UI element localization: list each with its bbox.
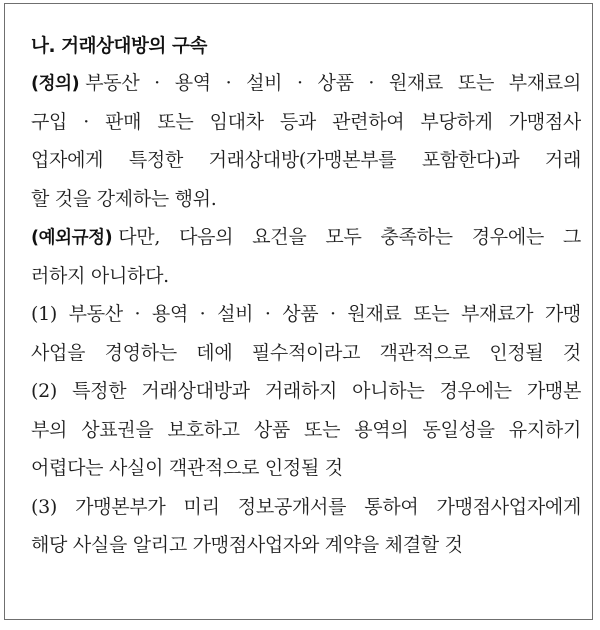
exception-line-1 [31, 218, 581, 257]
document-box [4, 3, 593, 620]
item-3-line-2: 해당 사실을 알리고 가맹점사업자와 계약을 체결할 것 [31, 534, 463, 556]
exception-line-2: 러하지 아니하다. [31, 264, 169, 287]
definition-line-3: 업자에게 특정한 거래상대방(가맹본부를 포함한다)과 거래 [31, 149, 581, 171]
item-3-line-1: (3) 가맹본부가 미리 정보공개서를 통하여 가맹점사업자에게 [31, 495, 581, 518]
definition-text-1: 부동산 · 용역 · 설비 · 상품 · 원재료 또는 부재료의 [85, 72, 581, 94]
definition-label: (정의) [31, 74, 80, 94]
item-1-line-1: (1) 부동산 · 용역 · 설비 · 상품 · 원재료 또는 부재료가 가맹 [31, 303, 581, 325]
section-title: 나. 거래상대방의 구속 [31, 36, 207, 57]
definition-line-2: 구입 · 판매 또는 임대차 등과 관련하여 부당하게 가맹점사 [31, 110, 581, 133]
definition-line-4: 할 것을 강제하는 행위. [31, 187, 217, 210]
definition-line-1 [31, 64, 581, 103]
item-1-line-2: 사업을 경영하는 데에 필수적이라고 객관적으로 인정될 것 [31, 341, 581, 364]
exception-label: (예외규정) [31, 228, 113, 248]
document-content [31, 30, 581, 565]
item-2-line-1: (2) 특정한 거래상대방과 거래하지 아니하는 경우에는 가맹본 [31, 380, 581, 402]
exception-text-1: 다만, 다음의 요건을 모두 충족하는 경우에는 그 [118, 226, 581, 248]
item-2-line-2: 부의 상표권을 보호하고 상품 또는 용역의 동일성을 유지하기 [31, 418, 581, 441]
item-2-line-3: 어렵다는 사실이 객관적으로 인정될 것 [31, 457, 343, 479]
